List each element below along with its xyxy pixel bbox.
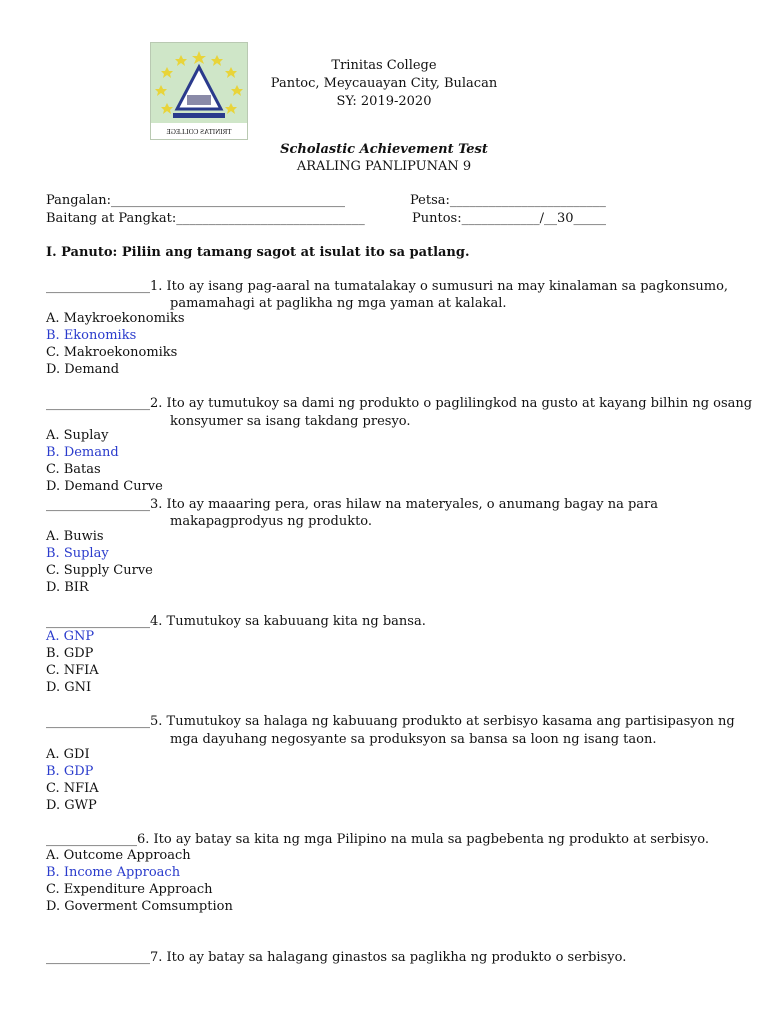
option-c: C. NFIA [46,781,99,796]
question-3 [46,496,658,513]
answer-blank: ________________7. [46,950,163,965]
school-name: Trinitas College [331,58,437,73]
name-field: Pangalan:____________________________________ [46,193,346,208]
question-5-cont: mga dayuhang negosyante sa produksyon sa bansa sa loon ng isang taon. [170,732,657,747]
school-address: Pantoc, Meycauayan City, Bulacan [270,76,498,91]
option-d: D. GWP [46,798,97,813]
answer-blank: ________________1. [46,279,163,294]
question-text: Tumutukoy sa kabuuang kita ng bansa. [166,614,426,629]
option-d: D. GNI [46,680,92,695]
score-field: Puntos:____________/__30_____ [412,211,607,226]
answer-blank: ______________6. [46,832,150,847]
question-text: Ito ay batay sa kita ng mga Pilipino na mula sa pagbebenta ng produkto at serbisyo. [153,832,710,847]
subject-title: ARALING PANLIPUNAN 9 [296,159,472,174]
question-text: Ito ay tumutukoy sa dami ng produkto o paglilingkod na gusto at kayang bilhin ng osang [166,396,753,411]
option-b-answer: B. Suplay [46,546,109,561]
option-b-answer: B. Demand [46,445,119,460]
option-b-answer: B. Income Approach [46,865,181,880]
answer-blank: ________________3. [46,497,163,512]
answer-blank: ________________2. [46,396,163,411]
option-b-answer: B. Ekonomiks [46,328,137,343]
question-2-cont: konsyumer sa isang takdang presyo. [170,414,411,429]
option-d: D. Demand Curve [46,479,163,494]
option-d: D. Demand [46,362,120,377]
question-1 [46,278,728,295]
option-b-answer: B. GDP [46,764,94,779]
option-c: C. Expenditure Approach [46,882,213,897]
date-field: Petsa:________________________ [410,193,606,208]
answer-blank: ________________4. [46,614,163,629]
option-d: D. Goverment Comsumption [46,899,233,914]
question-6 [46,831,709,848]
option-a-answer: A. GNP [46,629,95,644]
question-text: Ito ay maaaring pera, oras hilaw na materyales, o anumang bagay na para [166,497,659,512]
grade-section-field: Baitang at Pangkat:_____________________________ [46,211,365,226]
option-a: A. Outcome Approach [46,848,191,863]
question-3-cont: makapagprodyus ng produkto. [170,514,373,529]
question-text: Ito ay batay sa halagang ginastos sa paglikha ng produkto o serbisyo. [166,950,627,965]
instruction: I. Panuto: Piliin ang tamang sagot at isulat ito sa patlang. [46,245,470,260]
option-d: D. BIR [46,580,89,595]
question-2 [46,395,752,412]
question-text: Ito ay isang pag-aaral na tumatalakay o sumusuri na may kinalaman sa pagkonsumo, [166,279,729,294]
option-c: C. Batas [46,462,101,477]
option-c: C. NFIA [46,663,99,678]
question-1-cont: pamamahagi at paglikha ng mga yaman at kalakal. [170,296,507,311]
answer-blank: ________________5. [46,714,163,729]
option-a: A. Buwis [46,529,104,544]
option-a: A. Maykroekonomiks [46,311,185,326]
question-5 [46,713,735,730]
school-logo [150,42,248,140]
option-b: B. GDP [46,646,94,661]
question-text: Tumutukoy sa halaga ng kabuuang produkto at serbisyo kasama ang partisipasyon ng [166,714,735,729]
question-7 [46,949,626,966]
question-4 [46,613,426,630]
option-c: C. Supply Curve [46,563,153,578]
option-a: A. GDI [46,747,90,762]
option-a: A. Suplay [46,428,109,443]
option-c: C. Makroekonomiks [46,345,178,360]
test-title: Scholastic Achievement Test [280,142,488,157]
svg-text:TRINITAS COLLEGE: TRINITAS COLLEGE [166,128,232,136]
school-year: SY: 2019-2020 [336,94,432,109]
